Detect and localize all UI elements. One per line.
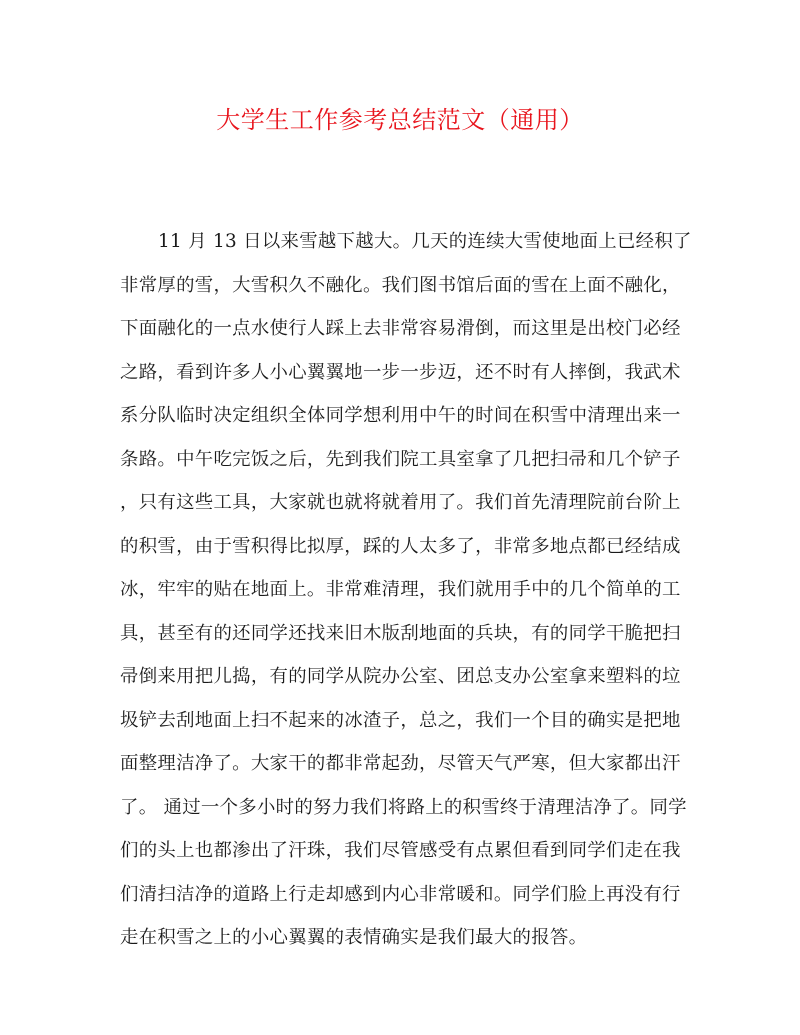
paragraph-line: 之路，看到许多人小心翼翼地一步一步迈，还不时有人摔倒，我武术 — [120, 361, 681, 383]
paragraph-line: 面整理洁净了。大家干的都非常起劲，尽管天气严寒，但大家都出汗 — [120, 753, 681, 774]
paragraph-line: 了。 通过一个多小时的努力我们将路上的积雪终于清理洁净了。同学 — [120, 796, 687, 818]
body-paragraph — [120, 220, 692, 960]
paragraph-line: 的积雪，由于雪积得比拟厚，踩的人太多了，非常多地点都已经结成 — [120, 535, 681, 557]
paragraph-line: 们清扫洁净的道路上行走却感到内心非常暖和。同学们脸上再没有行 — [120, 883, 681, 905]
document-title: 大学生工作参考总结范文（通用） — [216, 106, 584, 134]
paragraph-line: 具，甚至有的还同学还找来旧木版刮地面的兵块，有的同学干脆把扫 — [120, 622, 681, 644]
paragraph-line: 走在积雪之上的小心翼翼的表情确实是我们最大的报答。 — [120, 927, 588, 948]
paragraph-line: ，只有这些工具，大家就也就将就着用了。我们首先清理院前台阶上 — [120, 492, 681, 513]
paragraph-line: 下面融化的一点水使行人踩上去非常容易滑倒，而这里是出校门必经 — [120, 318, 681, 339]
paragraph-line: 非常厚的雪，大雪积久不融化。我们图书馆后面的雪在上面不融化， — [120, 274, 681, 296]
paragraph-line: 11 月 13 日以来雪越下越大。几天的连续大雪使地面上已经积了 — [158, 231, 692, 252]
paragraph-line: 冰，牢牢的贴在地面上。非常难清理，我们就用手中的几个简单的工 — [120, 579, 681, 600]
paragraph-line: 帚倒来用把儿捣，有的同学从院办公室、团总支办公室拿来塑料的垃 — [120, 666, 681, 687]
paragraph-line: 系分队临时决定组织全体同学想利用中午的时间在积雪中清理出来一 — [120, 405, 681, 426]
paragraph-line: 圾铲去刮地面上扫不起来的冰渣子，总之，我们一个目的确实是把地 — [120, 709, 681, 731]
paragraph-line: 们的头上也都渗出了汗珠，我们尽管感受有点累但看到同学们走在我 — [120, 840, 681, 861]
paragraph-line: 条路。中午吃完饭之后，先到我们院工具室拿了几把扫帚和几个铲子 — [120, 448, 681, 470]
